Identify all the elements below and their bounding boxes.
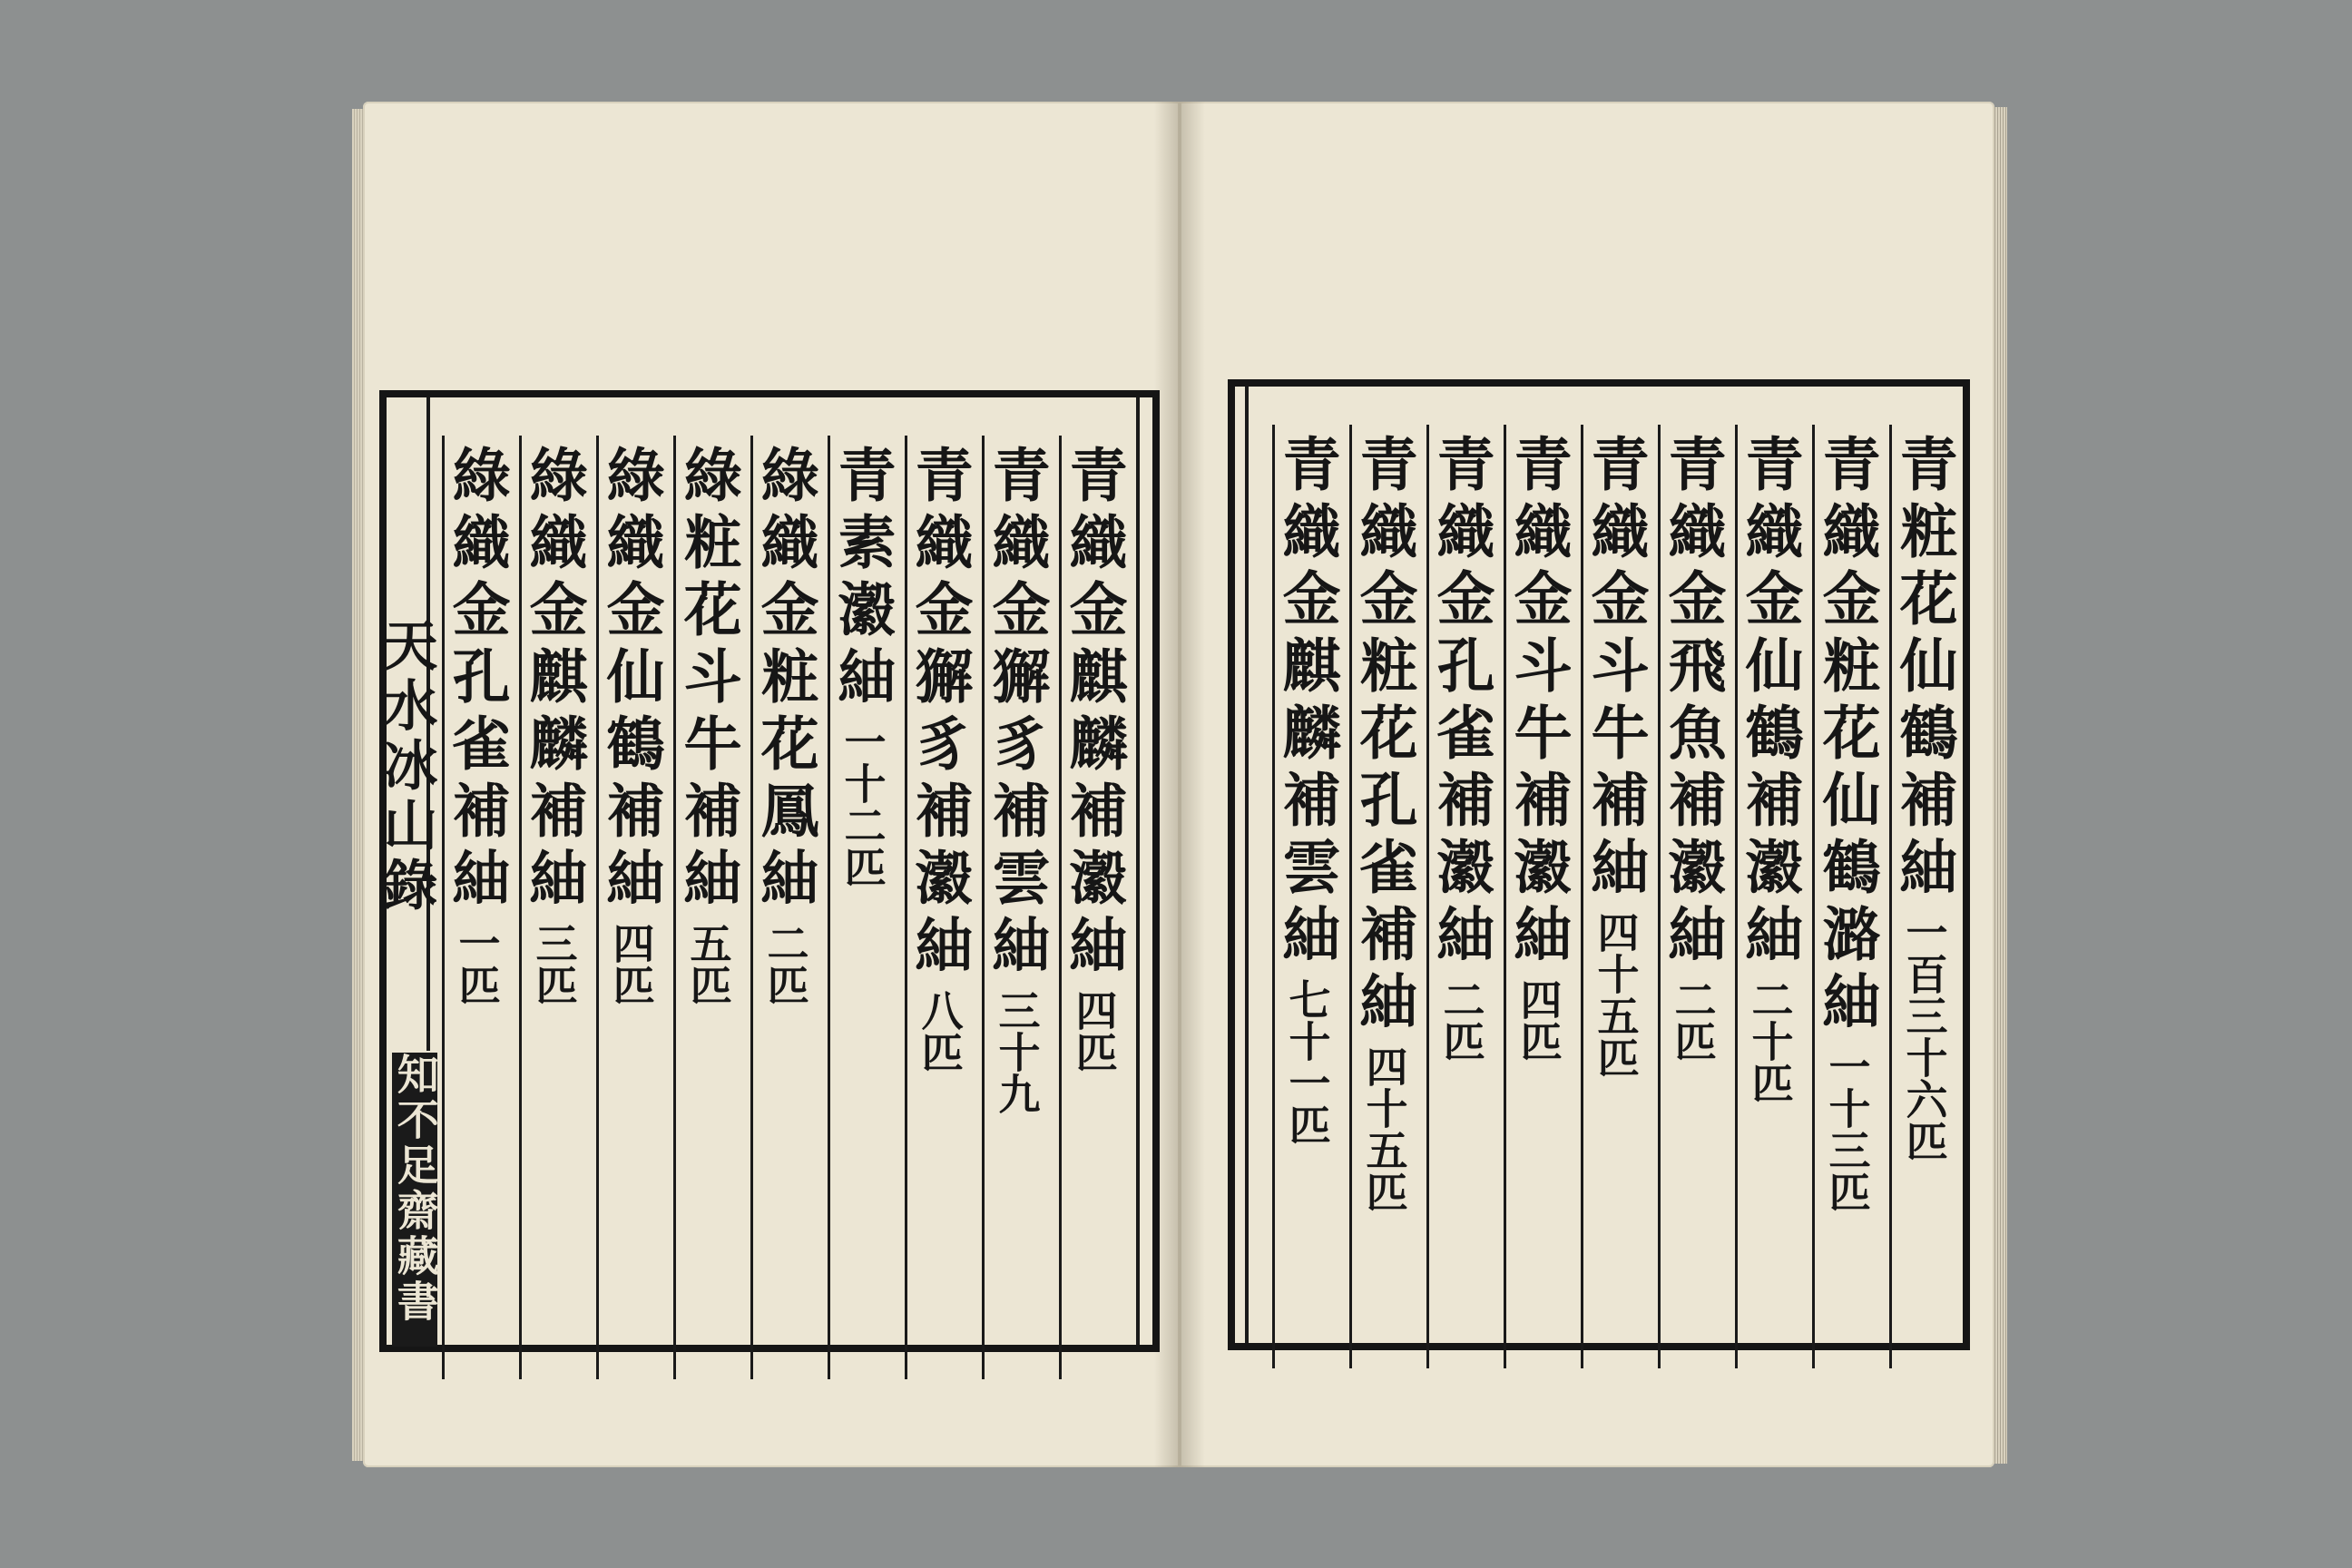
entry-count: 四匹 [606,922,656,1005]
entry-count: 二匹 [1668,978,1718,1062]
entry-count: 七十一匹 [1282,978,1332,1145]
entry-column [905,445,974,1073]
entry-count: 四匹 [1514,978,1563,1062]
book-title-column [374,617,438,916]
entry-count: 四匹 [1069,989,1119,1073]
entry-item: 青織金仙鶴補瀫紬 [1735,434,1804,971]
entry-item: 綠粧花斗牛補紬 [673,445,742,915]
right-frame-inner-line [1245,387,1249,1343]
entry-count: 三匹 [529,922,579,1005]
entry-count: 一匹 [452,922,502,1005]
entry-column [1735,434,1804,1103]
entry-column [982,445,1051,1114]
entry-item: 青織金粧花仙鶴潞紬 [1812,434,1881,1038]
entry-item: 青織金粧花孔雀補紬 [1349,434,1418,1038]
entry-count: 二匹 [760,922,810,1005]
entry-column [1349,434,1418,1212]
entry-item: 綠織金仙鶴補紬 [596,445,665,915]
entry-column [1504,434,1573,1062]
entry-column [1059,445,1128,1073]
entry-count: 一百三十六匹 [1899,911,1949,1161]
entry-item: 青織金麒麟補雲紬 [1272,434,1341,971]
entry-item: 青織金獬豸補雲紬 [982,445,1051,982]
entry-count: 一十二匹 [838,720,887,887]
entry-count: 二匹 [1436,978,1486,1062]
entry-item: 青織金麒麟補瀫紬 [1059,445,1128,982]
entry-count: 一十三匹 [1822,1045,1872,1212]
entry-column [1272,434,1341,1145]
entry-column [596,445,665,1005]
entry-column [828,445,897,887]
entry-item: 青織金斗牛補瀫紬 [1504,434,1573,971]
entry-column [442,445,511,1005]
book-gutter [1154,102,1205,1467]
entry-column [673,445,742,1005]
entry-column [1581,434,1650,1078]
entry-item: 青素瀫紬 [828,445,897,713]
entry-column [750,445,819,1005]
left-frame-inner-line [1136,397,1140,1345]
entry-count: 八匹 [915,989,965,1073]
collection-label-text: 知不足齋藏書 [390,1053,440,1325]
entry-item: 青織金獬豸補瀫紬 [905,445,974,982]
entry-column [519,445,588,1005]
collection-label [390,1053,440,1347]
entry-count: 五匹 [683,922,733,1005]
entry-item: 綠織金孔雀補紬 [442,445,511,915]
entry-column [1658,434,1727,1062]
entry-count: 二十匹 [1745,978,1795,1103]
entry-count: 四十五匹 [1591,911,1641,1078]
entry-column [1812,434,1881,1212]
entry-count: 三十九 [992,989,1042,1114]
entry-count: 四十五匹 [1359,1045,1409,1212]
entry-item: 綠織金粧花鳳紬 [750,445,819,915]
entry-column [1889,434,1958,1161]
entry-item: 青織金斗牛補紬 [1581,434,1650,904]
entry-item: 青粧花仙鶴補紬 [1889,434,1958,904]
entry-item: 青織金飛魚補瀫紬 [1658,434,1727,971]
entry-column [1426,434,1495,1062]
entry-item: 綠織金麒麟補紬 [519,445,588,915]
book-title: 天水冰山錄 [374,617,438,916]
entry-item: 青織金孔雀補瀫紬 [1426,434,1495,971]
